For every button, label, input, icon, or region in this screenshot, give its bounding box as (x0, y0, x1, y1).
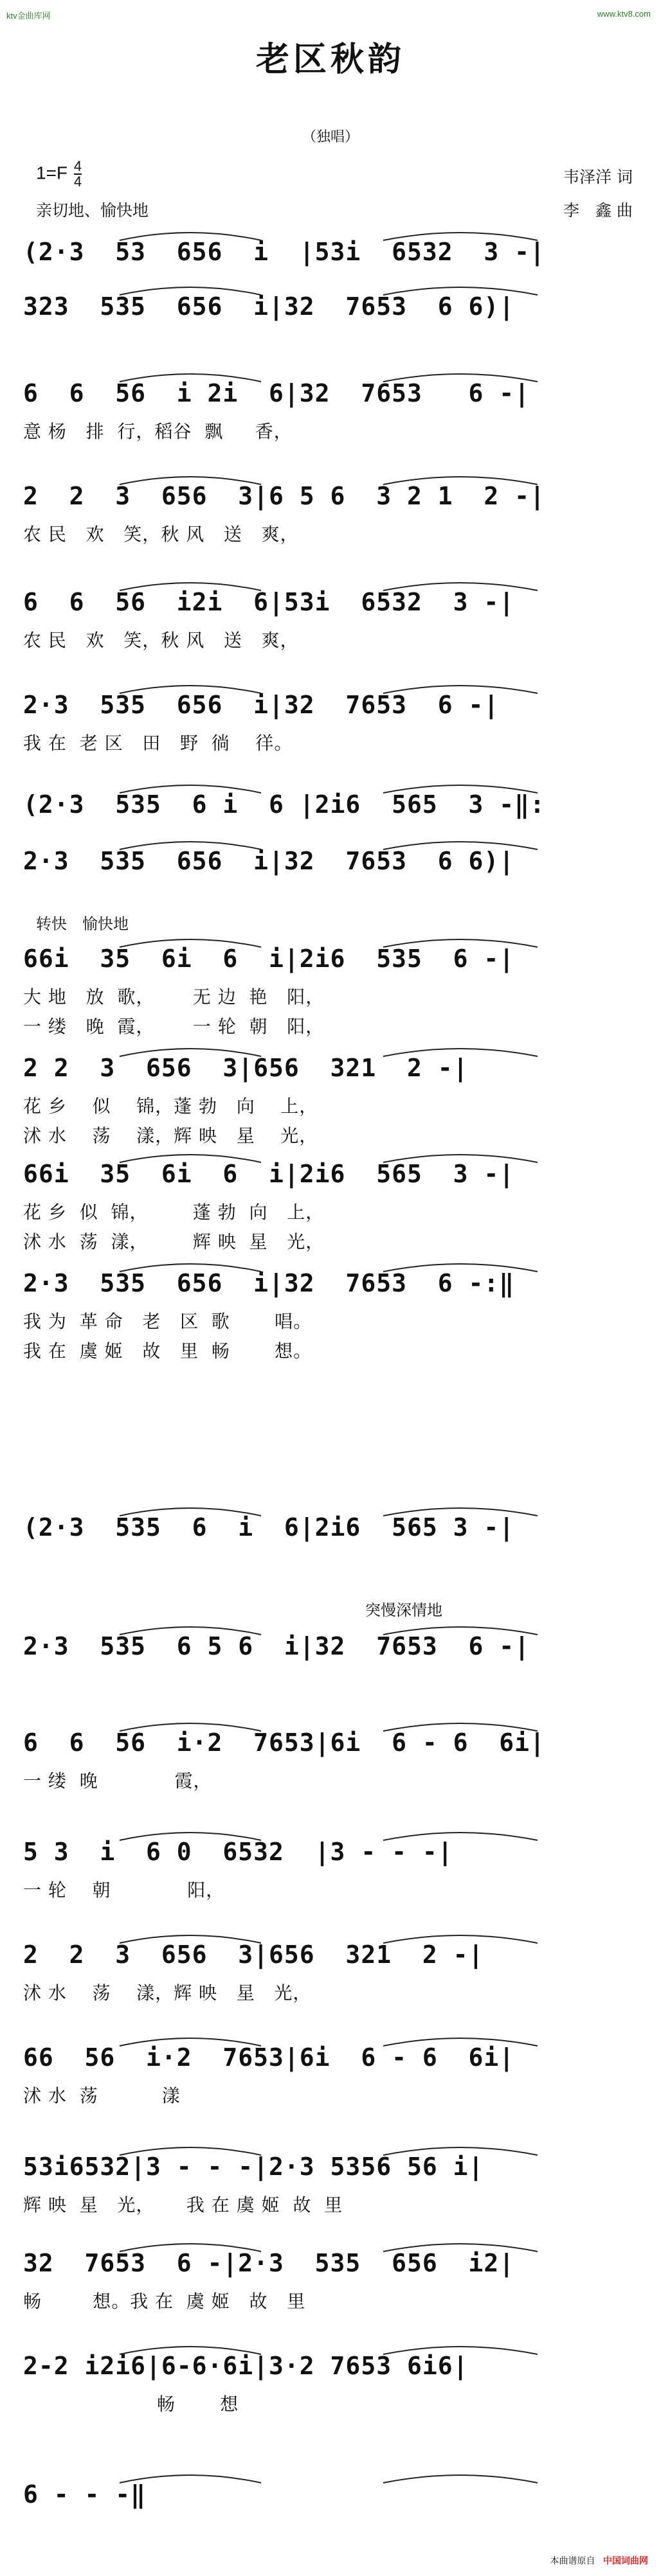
notation-line: 2 2 3 656 3|656 321 2 -| (23, 1941, 484, 1969)
footer-source: 本曲谱原自 (550, 2556, 595, 2566)
notation-line: 66i 35 6i 6 i|2i6 535 6 -| (23, 945, 515, 973)
lyric-line-2: 一 缕 晚 霞， 一 轮 朝 阳， (23, 1016, 325, 1037)
lyric-line-1: 花 乡 似 锦， 蓬 勃 向 上， (23, 1202, 325, 1223)
song-title: 老区秋韵 (255, 40, 405, 79)
tempo-marking: 亲切地、愉快地 (36, 201, 149, 220)
key-label: 1=F (36, 163, 68, 183)
lyric-line-1: 农 民 欢 笑，秋 风 送 爽， (23, 524, 299, 545)
notation-line: 2·3 535 656 i|32 7653 6 -:‖ (23, 1269, 515, 1297)
lyric-line-2: 沭 水 荡 漾， 辉 映 星 光， (23, 1231, 325, 1252)
notation-line: 323 535 656 i|32 7653 6 6)| (23, 292, 515, 321)
notation-line: 2 2 3 656 3|656 321 2 -| (23, 1054, 469, 1082)
lyric-line-1: 沭 水 荡 漾，辉 映 星 光， (23, 1982, 312, 2003)
lyric-line-1: 农 民 欢 笑，秋 风 送 爽， (23, 630, 299, 651)
notation-line: 2·3 535 6 5 6 i|32 7653 6 -| (23, 1632, 530, 1660)
notation-line: 5 3 i 6 0 6532 |3 - - -| (23, 1838, 453, 1866)
lyric-line-1: 我 在 老 区 田 野 徜 徉。 (23, 733, 293, 754)
notation-line: 53i6532|3 - - -|2·3 5356 56 i| (23, 2153, 484, 2181)
composer-credit: 李 鑫 曲 (563, 201, 633, 220)
footer-brand: 中国词曲网 (603, 2556, 648, 2566)
lyric-line-1: 我 为 革 命 老 区 歌 唱。 (23, 1311, 312, 1332)
song-subtitle: （独唱） (302, 129, 359, 145)
lyric-line-1: 沭 水 荡 漾 (23, 2085, 181, 2106)
tempo-change-marking: 转快 愉快地 (36, 915, 129, 933)
lyric-line-1: 大 地 放 歌， 无 边 艳 阳， (23, 986, 325, 1008)
site-watermark-right: www.ktv8.com (597, 9, 651, 19)
lyric-line-1: 花 乡 似 锦，蓬 勃 向 上， (23, 1096, 318, 1117)
notation-line: 2·3 535 656 i|32 7653 6 6)| (23, 847, 515, 875)
notation-line: 6 6 56 i2i 6|53i 6532 3 -| (23, 588, 515, 616)
notation-line: 2·3 535 656 i|32 7653 6 -| (23, 691, 500, 719)
time-numerator: 4 (73, 158, 82, 174)
notation-line: (2·3 535 6 i 6 |2i6 565 3 -‖: (23, 790, 545, 819)
notation-line: (2·3 53 656 i |53i 6532 3 -| (23, 238, 545, 266)
lyric-line-1: 畅 想。我 在 虞 姬 故 里 (23, 2291, 306, 2312)
key-signature (36, 159, 82, 189)
notation-line: (2·3 535 6 i 6|2i6 565 3 -| (23, 1513, 515, 1541)
lyric-line-1: 辉 映 星 光， 我 在 虞 姬 故 里 (23, 2194, 343, 2216)
notation-line: 6 - - -‖ (23, 2480, 147, 2509)
time-denominator: 4 (73, 173, 82, 190)
notation-line: 66i 35 6i 6 i|2i6 565 3 -| (23, 1160, 515, 1188)
footer-credit (550, 2554, 648, 2567)
lyric-line-1: 意 杨 排 行，稻谷 飘 香， (23, 421, 293, 442)
notation-line: 32 7653 6 -|2·3 535 656 i2| (23, 2249, 515, 2277)
lyric-line-2: 沭 水 荡 漾，辉 映 星 光， (23, 1125, 318, 1146)
notation-line: 6 6 56 i 2i 6|32 7653 6 -| (23, 379, 530, 407)
lyric-line-1: 一 轮 朝 阳， (23, 1879, 225, 1901)
tempo-change-marking-2: 突慢深情地 (365, 1601, 442, 1619)
lyric-line-1: 畅 想 (23, 2394, 239, 2415)
lyricist-credit: 韦泽洋 词 (563, 168, 633, 186)
notation-line: 66 56 i·2 7653|6i 6 - 6 6i| (23, 2043, 515, 2072)
notation-line: 6 6 56 i·2 7653|6i 6 - 6 6i| (23, 1728, 545, 1757)
time-signature (74, 159, 82, 189)
notation-line: 2 2 3 656 3|6 5 6 3 2 1 2 -| (23, 482, 545, 510)
lyric-line-2: 我 在 虞 姬 故 里 畅 想。 (23, 1340, 312, 1362)
site-watermark-left: ktv金曲库网 (6, 11, 51, 21)
notation-line: 2-2 i2i6|6-6·6i|3·2 7653 6i6| (23, 2352, 469, 2380)
lyric-line-1: 一 缕 晚 霞， (23, 1770, 212, 1791)
